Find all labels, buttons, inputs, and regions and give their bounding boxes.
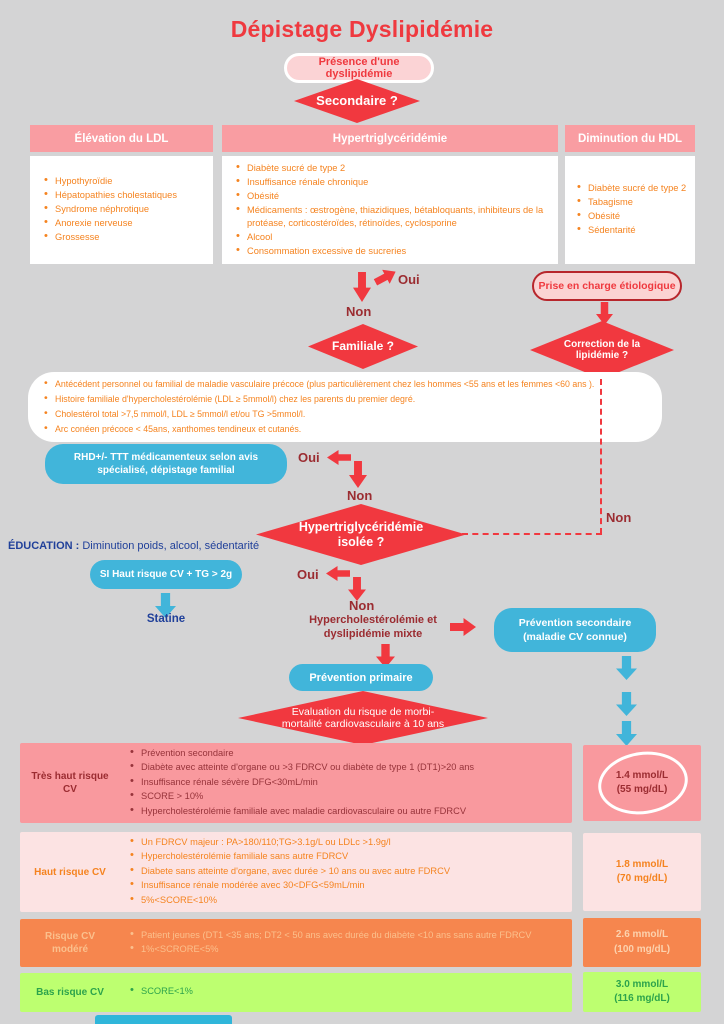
- list-item: • Antécédent personnel ou familial de maladie vasculaire précoce (plus particulièrement chez les hommes <55 ans et les femmes <60 ans ).: [42, 377, 594, 391]
- label-non: Non: [347, 488, 373, 503]
- label-oui: Oui: [398, 272, 420, 287]
- risk-content-modere: [110, 919, 572, 967]
- family-criteria-list: [28, 377, 604, 437]
- list-item: • Syndrome néphrotique: [42, 203, 177, 216]
- label-oui: Oui: [297, 567, 319, 582]
- node-prise-en-charge-etiologique: Prise en charge étiologique: [532, 271, 682, 301]
- list-item: • Hypothyroïdie: [42, 175, 177, 188]
- risk-label-bas: Bas risque CV: [20, 973, 120, 1012]
- list-item: • Diabete sans atteinte d'organe, avec durée > 10 ans ou avec autre FDRCV: [128, 865, 450, 879]
- education-note: [8, 540, 268, 552]
- list-item: • Un FDRCV majeur : PA>180/110;TG>3.1g/L ou LDLc >1.9g/l: [128, 836, 450, 850]
- list-item: • Diabète sucré de type 2: [575, 182, 686, 195]
- list-item: • Alcool: [234, 231, 550, 244]
- decision-correction-lipidemie: Correction de la lipidémie ?: [530, 321, 674, 379]
- column-header-ldl: Élévation du LDL: [30, 125, 213, 152]
- column-body-hdl: [565, 156, 695, 264]
- list-item: • Obésité: [234, 190, 550, 203]
- node-hypercholesterolemie-mixte: Hypercholestérolémie et dyslipidémie mixte: [309, 614, 437, 640]
- hdl-causes-list: [565, 182, 690, 238]
- risk-target-tres-haut: [583, 745, 701, 821]
- risk-content-tres-haut: [110, 743, 572, 823]
- list-item: • Insuffisance rénale chronique: [234, 176, 550, 189]
- node-prevention-secondaire: Prévention secondaire (maladie CV connue): [494, 608, 656, 652]
- arrow-left-icon: [327, 450, 351, 465]
- risk-items-haut: [110, 836, 460, 909]
- list-item: • Insuffisance rénale modérée avec 30<DFG<59mL/min: [128, 879, 450, 893]
- arrow-down-icon: [616, 656, 637, 680]
- list-item: • Médicaments : œstrogène, thiazidiques, bétabloquants, inhibiteurs de la protéase, corticostéroïdes, rétinoïdes, cyclosporine: [234, 204, 550, 230]
- target-unit: (116 mg/dL): [614, 993, 670, 1004]
- list-item: • SCORE<1%: [128, 985, 193, 999]
- risk-items-tres-haut: [110, 747, 484, 820]
- list-item: • 5%<SCORE<10%: [128, 894, 450, 908]
- target-value: 1.4 mmol/L: [615, 769, 669, 781]
- node-si-haut-risque-tg: SI Haut risque CV + TG > 2g: [90, 560, 242, 589]
- list-item: • Diabète sucré de type 2: [234, 162, 550, 175]
- label-non: Non: [349, 598, 375, 613]
- arrow-down-icon: [353, 272, 371, 302]
- label-oui: Oui: [298, 450, 320, 465]
- list-item: • Tabagisme: [575, 196, 686, 209]
- list-item: • Hypercholestérolémie familiale sans autre FDRCV: [128, 850, 450, 864]
- list-item: • Grossesse: [42, 231, 177, 244]
- target-value: 3.0 mmol/L: [615, 978, 669, 990]
- list-item: • Cholestérol total >7,5 mmol/l, LDL ≥ 5mmol/l et/ou TG >5mmol/l.: [42, 407, 594, 421]
- label-non: Non: [606, 510, 632, 525]
- target-unit: (100 mg/dL): [613, 943, 671, 955]
- risk-target-bas: [583, 972, 701, 1012]
- node-prevention-primaire: Prévention primaire: [289, 664, 433, 691]
- arrow-left-icon: [326, 566, 350, 581]
- arrow-down-icon: [616, 692, 637, 716]
- target-unit: (55 mg/dL): [616, 784, 668, 795]
- dashed-connector-vertical: [600, 379, 602, 534]
- column-header-hdl: Diminution du HDL: [565, 125, 695, 152]
- list-item: • Patient jeunes (DT1 <35 ans; DT2 < 50 ans avec durée du diabète <10 ans sans autre FDRCV: [128, 929, 531, 943]
- risk-target-haut: [583, 833, 701, 911]
- target-value: 1.8 mmol/L: [615, 858, 669, 870]
- risk-label-modere: Risque CV modéré: [20, 919, 120, 967]
- target-value: 2.6 mmol/L: [615, 929, 669, 940]
- decision-evaluation-risque: Evaluation du risque de morbi-mortalité cardiovasculaire à 10 ans: [238, 691, 488, 745]
- column-body-ldl: [30, 156, 213, 264]
- label-non: Non: [346, 304, 372, 319]
- risk-items-modere: [110, 929, 541, 958]
- list-item: • SCORE > 10%: [128, 790, 474, 804]
- risk-target-modere: [583, 918, 701, 967]
- decision-familiale: Familiale ?: [308, 324, 418, 369]
- risk-content-bas: [110, 973, 572, 1012]
- list-item: • Histoire familiale d'hypercholestérolémie (LDL ≥ 5mmol/l) chez les parents du premier degré.: [42, 392, 594, 406]
- arrow-right-icon: [450, 618, 476, 636]
- decision-secondaire: Secondaire ?: [294, 79, 420, 123]
- ldl-causes-list: [30, 175, 183, 245]
- risk-label-tres-haut: Très haut risque CV: [20, 743, 120, 823]
- arrow-down-icon: [349, 461, 367, 488]
- list-item: • Diabète avec atteinte d'organe ou >3 FDRCV ou diabète de type 1 (DT1)>20 ans: [128, 761, 474, 775]
- column-body-hypertriglyceridemie: [222, 156, 558, 264]
- list-item: • Hypercholestérolémie familiale avec maladie cardiovasculaire ou autre FDRCV: [128, 805, 474, 819]
- list-item: • 1%<SCRORE<5%: [128, 943, 531, 957]
- column-header-hypertriglyceridemie: Hypertriglycéridémie: [222, 125, 558, 152]
- target-unit: (70 mg/dL): [616, 873, 668, 884]
- risk-content-haut: [110, 832, 572, 912]
- arrow-down-icon: [616, 721, 637, 746]
- bottom-partial-blue-bar: [95, 1015, 232, 1024]
- hand-drawn-circle: [594, 746, 692, 820]
- list-item: • Hépatopathies cholestatiques: [42, 189, 177, 202]
- hypertriglyceridemie-causes-list: [222, 162, 558, 259]
- risk-label-haut: Haut risque CV: [20, 832, 120, 912]
- list-item: • Prévention secondaire: [128, 747, 474, 761]
- arrow-right-icon: [372, 265, 400, 290]
- family-criteria-box: [28, 372, 662, 442]
- education-text: Diminution poids, alcool, sédentarité: [79, 540, 260, 552]
- list-item: • Obésité: [575, 210, 686, 223]
- decision-hypertriglyceridemie-isolee: Hypertriglycéridémie isolée ?: [256, 504, 466, 565]
- education-label: ÉDUCATION :: [8, 540, 80, 552]
- list-item: • Sédentarité: [575, 224, 686, 237]
- node-statine: Statine: [146, 613, 186, 625]
- risk-items-bas: [110, 985, 203, 1000]
- node-presence-dyslipidemie: Présence d'une dyslipidémie: [284, 53, 434, 83]
- node-rhd-ttt: RHD+/- TTT médicamenteux selon avis spécialisé, dépistage familial: [45, 444, 287, 484]
- page-title: Dépistage Dyslipidémie: [230, 16, 494, 42]
- list-item: • Arc conéen précoce < 45ans, xanthomes tendineux et cutanés.: [42, 422, 594, 436]
- list-item: • Insuffisance rénale sévère DFG<30mL/min: [128, 776, 474, 790]
- dashed-connector-horizontal: [462, 533, 602, 535]
- list-item: • Anorexie nerveuse: [42, 217, 177, 230]
- list-item: • Consommation excessive de sucreries: [234, 245, 550, 258]
